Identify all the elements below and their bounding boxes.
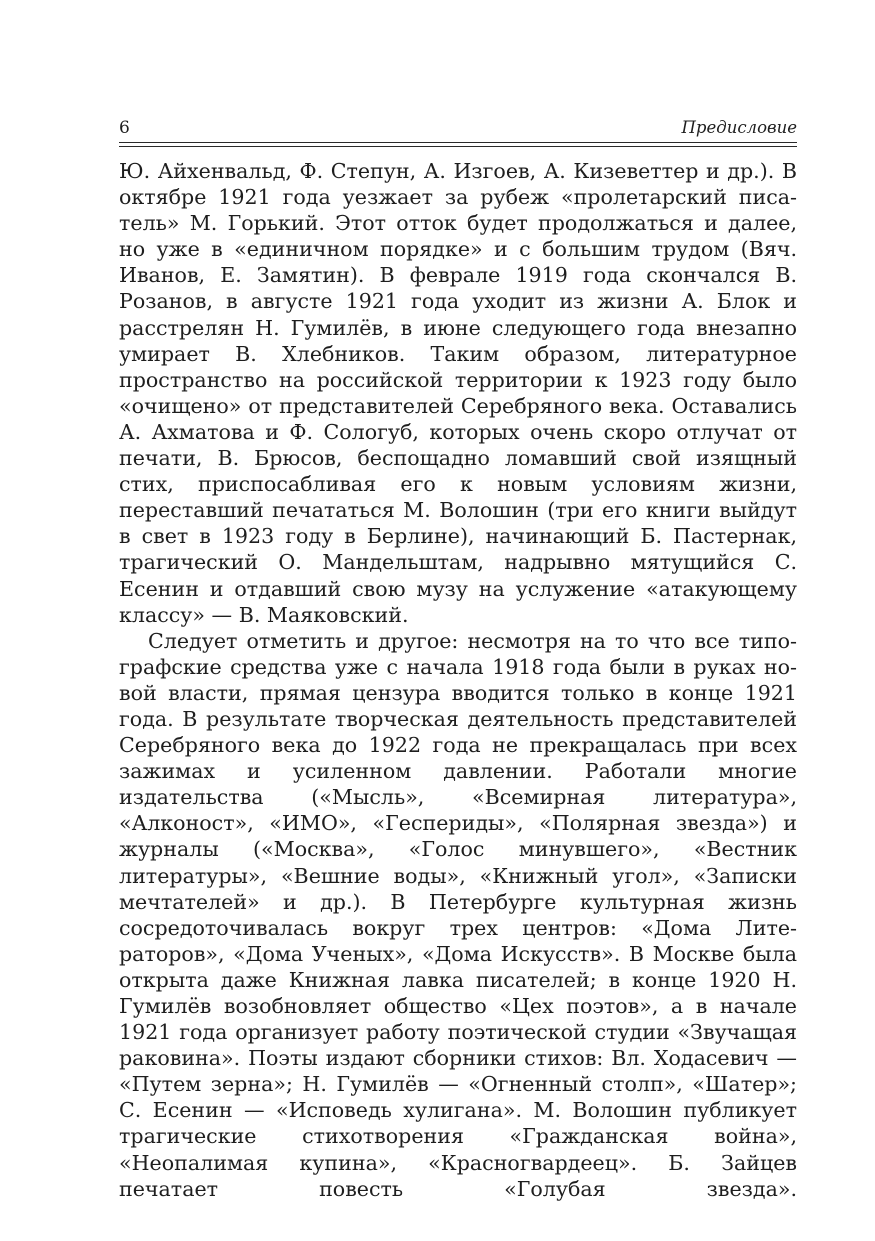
paragraph-continuation: Ю. Айхенвальд, Ф. Степун, А. Изгоев, А. Кизеветтер и др.). В октябре 1921 года уезжает за рубеж «пролетарский писатель» М. Горький. Этот отток будет продолжаться и далее, но уже в «единичном порядке» и с большим трудом (Вяч. Иванов, Е. Замятин). В феврале 1919 года скончался В. Розанов, в августе 1921 года уходит из жизни А. Блок и расстрелян Н. Гумилёв, в июне следующего года внезапно умирает В. Хлебников. Таким образом, литературное пространство на российской территории к 1923 году было «очищено» от представителей Серебряного века. Оставались А. Ахматова и Ф. Сологуб, которых очень скоро отлучат от печати, В. Брюсов, беспощадно ломавший свой изящный стих, приспосабливая его к новым условиям жизни, переставший печататься М. Волошин (три его книги выйдут в свет в 1923 году в Берлине), начинающий Б. Пастернак, трагический О. Мандельштам, надрывно мятущийся С. Есенин и отдавший свою музу на услужение «атакующему классу» — В. Маяковский. — [119, 159, 797, 627]
paragraph: Следует отметить и другое: несмотря на то что все типографские средства уже с начала 1918 года были в руках новой власти, прямая цензура вводится только в конце 1921 года. В результате творческая деятельность представителей Серебряного века до 1922 года не прекращалась при всех зажимах и усиленном давлении. Работали многие издательства («Мысль», «Всемирная литература», «Алконост», «ИМО», «Геспериды», «Полярная звезда») и журналы («Москва», «Голос минувшего», «Вестник литературы», «Вешние воды», «Книжный угол», «Записки мечтателей» и др.). В Петербурге культурная жизнь сосредоточивалась вокруг трех центров: «Дома Литераторов», «Дома Ученых», «Дома Искусств». В Москве была открыта даже Книжная лавка писателей; в конце 1920 Н. Гумилёв возобновляет общество «Цех поэтов», а в начале 1921 года организует работу поэтической студии «Звучащая раковина». Поэты издают сборники стихов: Вл. Ходасевич — «Путем зерна»; Н. Гумилёв — «Огненный столп», «Шатер»; С. Есенин — «Исповедь хулигана». М. Волошин публикует трагические стихотворения «Гражданская война», «Неопалимая купина», «Красногвардеец». Б. Зайцев печатает повесть «Голубая звезда». — [119, 628, 797, 1201]
header-rule-bottom — [119, 146, 797, 147]
body-text — [119, 158, 797, 1202]
running-header — [119, 118, 797, 140]
running-title: Предисловие — [681, 118, 797, 137]
header-rule-top — [119, 142, 797, 143]
page-number: 6 — [119, 118, 130, 138]
